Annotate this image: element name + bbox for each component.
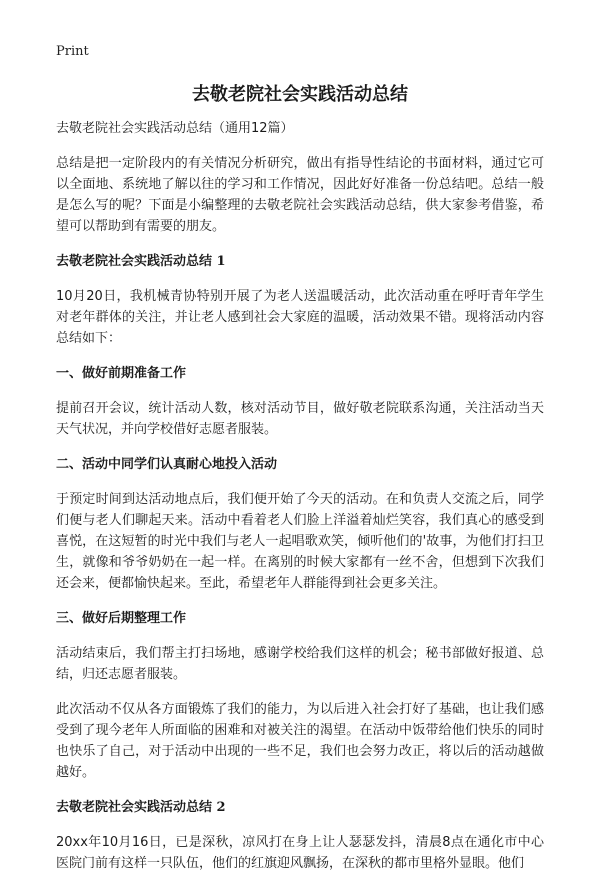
subsection-heading: 一、做好前期准备工作 xyxy=(56,366,187,381)
document-subtitle: 去敬老院社会实践活动总结（通用12篇） xyxy=(56,121,294,136)
section-heading: 去敬老院社会实践活动总结 2 xyxy=(56,800,226,815)
subsection-paragraph: 提前召开会议，统计活动人数，核对活动节目，做好敬老院联系沟通，关注活动当天天气状况，并向学校借好志愿者服装。 xyxy=(56,401,544,437)
intro-paragraph: 总结是把一定阶段内的有关情况分析研究，做出有指导性结论的书面材料，通过它可以全面地、系统地了解以往的学习和工作情况，因此好好准备一份总结吧。总结一般是怎么写的呢？下面是小编整理的去敬老院社会实践活动总结，供大家参考借鉴，希望可以帮助到有需要的朋友。 xyxy=(56,156,544,234)
section-paragraph: 10月20日，我机械青协特别开展了为老人送温暖活动，此次活动重在呼吁青年学生对老年群体的关注，并让老人感到社会大家庭的温暖，活动效果不错。现将活动内容总结如下： xyxy=(56,289,544,346)
subsection-heading: 三、做好后期整理工作 xyxy=(56,611,187,626)
document-title: 去敬老院社会实践活动总结 xyxy=(192,84,408,105)
section-heading: 去敬老院社会实践活动总结 1 xyxy=(56,254,226,269)
subsection-heading: 二、活动中同学们认真耐心地投入活动 xyxy=(56,457,278,472)
subsection-paragraph: 于预定时间到达活动地点后，我们便开始了今天的活动。在和负责人交流之后，同学们便与老人们聊起天来。活动中看着老人们脸上洋溢着灿烂笑容，我们真心的感受到喜悦，在这短暂的时光中我们与老人一起唱歌欢笑，倾听他们的'故事，为他们打扫卫生，就像和爷爷奶奶在一起一样。在离别的时候大家都有一丝不舍，但想到下次我们还会来，便都愉快起来。至此，希望老年人群能得到社会更多关注。 xyxy=(56,492,544,591)
section-paragraph: 20xx年10月16日，已是深秋，凉风打在身上让人瑟瑟发抖，清晨8点在通化市中心医院门前有这样一只队伍，他们的红旗迎风飘扬，在深秋的都市里格外显眼。他们 xyxy=(56,835,544,871)
subsection-paragraph: 此次活动不仅从各方面锻炼了我们的能力，为以后进入社会打好了基础，也让我们感受到了现今老年人所面临的困难和对被关注的渴望。在活动中饭带给他们快乐的同时也快乐了自己，对于活动中出现的一些不足，我们也会努力改正，将以后的活动越做越好。 xyxy=(56,702,544,780)
subsection-paragraph: 活动结束后，我们帮主打扫场地，感谢学校给我们这样的机会；秘书部做好报道、总结，归还志愿者服装。 xyxy=(56,646,544,682)
document-body xyxy=(56,118,544,888)
print-label: Print xyxy=(56,44,89,59)
